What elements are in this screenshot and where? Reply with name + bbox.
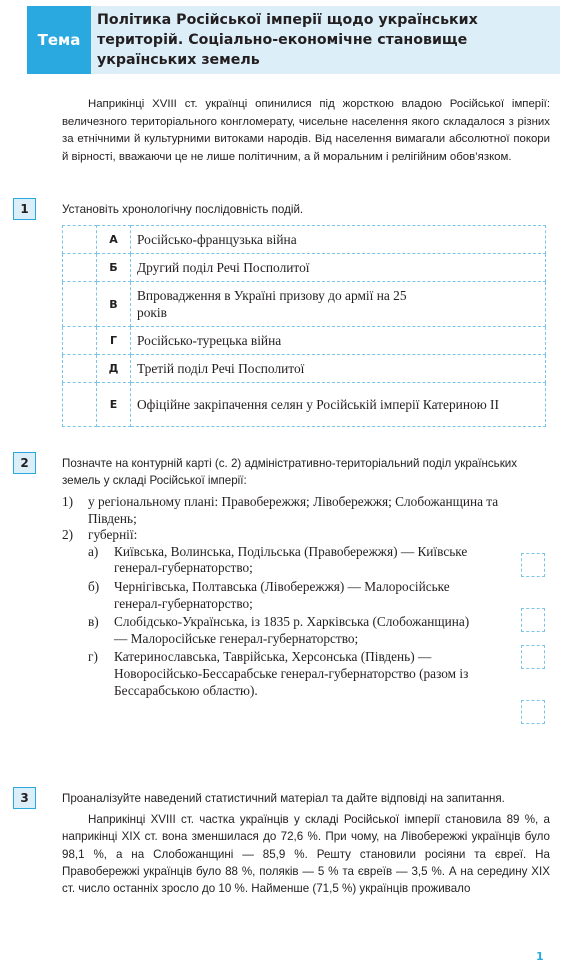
sub-list-text: Київська, Волинська, Подільська (Правобережжя) — Київське генерал-губернаторство; bbox=[114, 543, 468, 576]
event-row bbox=[63, 327, 546, 355]
event-text: Третій поділ Речі Посполитої bbox=[131, 355, 546, 383]
event-row bbox=[63, 282, 546, 327]
list-text: губернії: bbox=[88, 527, 138, 543]
list-marker: 1) bbox=[62, 494, 74, 509]
answer-cell[interactable] bbox=[63, 355, 97, 383]
topic-title-line: українських земель bbox=[97, 52, 260, 68]
task-number-3: 3 bbox=[13, 787, 36, 809]
task-number-2: 2 bbox=[13, 452, 36, 474]
topic-label: Тема bbox=[27, 6, 91, 74]
answer-cell[interactable] bbox=[63, 226, 97, 254]
task2-prompt: Позначте на контурній карті (с. 2) адміністративно-територіальний поділ українських земель у складі Російської імперії: bbox=[62, 457, 518, 487]
answer-box-g[interactable] bbox=[521, 700, 545, 724]
intro-text: Наприкінці XVIII ст. українці опинилися під жорсткою владою Російської імперії: величезного територіального конгломерату, чисельне населення якого складалося з різних за етнічними й культурними витоками народів. Від населення вимагали абсолютної покори й вірності, вважаючи це не лише політичним, а й моральним і релігійним обов’язком. bbox=[62, 98, 550, 163]
sub-list-item bbox=[88, 544, 550, 577]
sub-list-marker: в) bbox=[88, 614, 99, 630]
events-table bbox=[62, 225, 546, 427]
sub-list-item bbox=[88, 614, 550, 647]
sub-list-marker: г) bbox=[88, 649, 98, 665]
event-letter: А bbox=[97, 226, 131, 254]
answer-cell[interactable] bbox=[63, 282, 97, 327]
event-text: Другий поділ Речі Посполитої bbox=[131, 254, 546, 282]
task-number-1: 1 bbox=[13, 198, 36, 220]
topic-title-line: територій. Соціально-економічне становище bbox=[97, 32, 468, 48]
event-text: Російсько-французька війна bbox=[131, 226, 546, 254]
task2-list bbox=[62, 494, 550, 699]
topic-header bbox=[27, 6, 560, 74]
list-marker: 2) bbox=[62, 527, 74, 543]
sub-list-text: Катеринославська, Таврійська, Херсонська (Південь) — Новоросійсько-Бессарабське генерал-губернаторство (разом із Бессарабською областю). bbox=[114, 649, 469, 698]
list-item bbox=[62, 527, 550, 544]
list-item bbox=[62, 494, 550, 527]
sub-list-item bbox=[88, 649, 550, 699]
answer-box-v[interactable] bbox=[521, 645, 545, 669]
event-row bbox=[63, 254, 546, 282]
sub-list-item bbox=[88, 579, 550, 612]
answer-cell[interactable] bbox=[63, 327, 97, 355]
topic-title-line: Політика Російської імперії щодо українських bbox=[97, 12, 478, 28]
list-text: у регіональному плані: Правобережжя; Лівобережжя; Слобожанщина та Південь; bbox=[88, 494, 499, 526]
event-letter: В bbox=[97, 282, 131, 327]
answer-box-b[interactable] bbox=[521, 608, 545, 632]
page-number: 1 bbox=[536, 950, 544, 963]
intro-paragraph bbox=[62, 96, 550, 166]
task3-paragraph: Наприкінці XVIII ст. частка українців у складі Російської імперії становила 89 %, а наприкінці XIX ст. вона зменшилася до 72,6 %. При чому, на Лівобережжі українців було 98,1 %, а на Слобожанщині — 85,9 %. Решту становили росіяни та євреї. На Правобережжі українців було 88 %, поляків — 5 % та євреїв — 3,5 %. А на середину XIX ст. число останніх зросло до 10 %. Найменше (71,5 %) українців проживало bbox=[62, 813, 550, 896]
task3-block bbox=[62, 790, 550, 897]
answer-box-a[interactable] bbox=[521, 553, 545, 577]
event-letter: Б bbox=[97, 254, 131, 282]
answer-cell[interactable] bbox=[63, 254, 97, 282]
event-letter: Г bbox=[97, 327, 131, 355]
answer-cell[interactable] bbox=[63, 383, 97, 427]
event-letter: Е bbox=[97, 383, 131, 427]
task1-prompt: Установіть хронологічну послідовність подій. bbox=[62, 203, 304, 216]
event-letter: Д bbox=[97, 355, 131, 383]
event-text: Впровадження в Україні призову до армії на 25 років bbox=[131, 282, 546, 327]
event-text: Офіційне закріпачення селян у Російській імперії Катериною II bbox=[131, 383, 546, 427]
event-text: Російсько-турецька війна bbox=[131, 327, 546, 355]
event-row bbox=[63, 226, 546, 254]
topic-title-box bbox=[91, 6, 560, 74]
sub-list-marker: б) bbox=[88, 578, 100, 594]
task3-prompt: Проаналізуйте наведений статистичний матеріал та дайте відповіді на запитання. bbox=[62, 792, 505, 805]
sub-list-text: Чернігівська, Полтавська (Лівобережжя) — Малоросійське генерал-губернаторство; bbox=[114, 578, 450, 611]
sub-list-text: Слобідсько-Українська, із 1835 р. Харківська (Слобожанщина) — Малоросійське генерал-губернаторство; bbox=[114, 614, 470, 646]
event-row bbox=[63, 383, 546, 427]
event-row bbox=[63, 355, 546, 383]
sub-list-marker: а) bbox=[88, 543, 99, 559]
